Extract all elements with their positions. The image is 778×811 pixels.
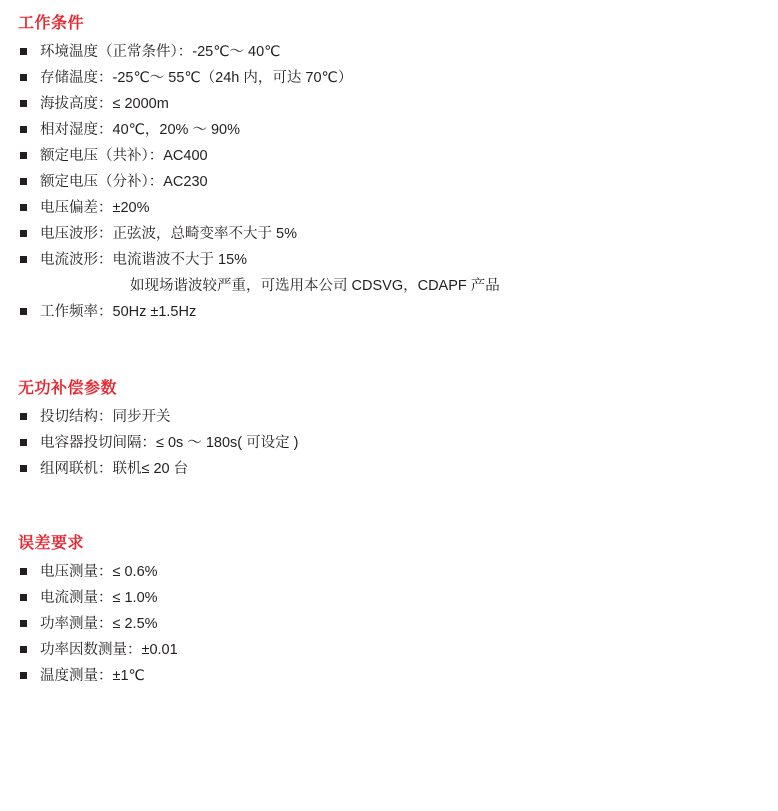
section-reactive-compensation xyxy=(0,375,778,482)
list-item-text: 投切结构：同步开关 xyxy=(40,409,171,425)
list-item xyxy=(18,65,778,91)
square-bullet-icon xyxy=(20,48,27,55)
list-item xyxy=(18,221,778,247)
list-item xyxy=(18,91,778,117)
square-bullet-icon xyxy=(20,204,27,211)
list-item-text: 环境温度（正常条件）：-25℃～ 40℃ xyxy=(40,44,281,60)
list-item-text: 电压测量：≤ 0.6% xyxy=(40,564,158,580)
list-item-text: 功率因数测量：±0.01 xyxy=(40,642,178,658)
spec-list-accuracy-requirements xyxy=(0,559,778,689)
square-bullet-icon xyxy=(20,620,27,627)
list-item-text: 海拔高度：≤ 2000m xyxy=(40,96,169,112)
list-item xyxy=(18,637,778,663)
square-bullet-icon xyxy=(20,74,27,81)
list-item xyxy=(18,143,778,169)
list-item xyxy=(18,611,778,637)
list-item-text: 电压波形：正弦波，总畸变率不大于 5% xyxy=(40,226,297,242)
list-item-text: 存储温度：-25℃～ 55℃（24h 内，可达 70℃） xyxy=(40,70,353,86)
list-item xyxy=(18,169,778,195)
list-item xyxy=(18,663,778,689)
square-bullet-icon xyxy=(20,152,27,159)
list-item xyxy=(18,195,778,221)
list-item xyxy=(18,299,778,325)
square-bullet-icon xyxy=(20,568,27,575)
section-spacer xyxy=(0,482,778,530)
list-item xyxy=(18,585,778,611)
section-accuracy-requirements xyxy=(0,530,778,689)
section-title-accuracy-requirements: 误差要求 xyxy=(18,535,85,552)
list-item xyxy=(18,247,778,299)
list-item-note: 如现场谐波较严重，可选用本公司 CDSVG，CDAPF 产品 xyxy=(130,278,500,294)
square-bullet-icon xyxy=(20,256,27,263)
spec-list-working-conditions xyxy=(0,39,778,325)
list-item xyxy=(18,430,778,456)
square-bullet-icon xyxy=(20,465,27,472)
square-bullet-icon xyxy=(20,100,27,107)
list-item xyxy=(18,39,778,65)
section-title-reactive-compensation: 无功补偿参数 xyxy=(18,380,118,397)
list-item-text: 电流波形：电流谐波不大于 15% xyxy=(40,252,248,268)
list-item-text: 相对湿度：40℃，20% ～ 90% xyxy=(40,122,241,138)
list-item xyxy=(18,404,778,430)
section-spacer xyxy=(0,325,778,375)
square-bullet-icon xyxy=(20,594,27,601)
list-item-text: 电容器投切间隔：≤ 0s ～ 180s( 可设定 ) xyxy=(40,435,299,451)
list-item-text: 组网联机：联机≤ 20 台 xyxy=(40,461,189,477)
list-item xyxy=(18,456,778,482)
list-item xyxy=(18,117,778,143)
list-item-text: 额定电压（分补）：AC230 xyxy=(40,174,208,190)
square-bullet-icon xyxy=(20,646,27,653)
square-bullet-icon xyxy=(20,439,27,446)
list-item-text: 功率测量：≤ 2.5% xyxy=(40,616,158,632)
list-item-text: 电流测量：≤ 1.0% xyxy=(40,590,158,606)
list-item-text: 电压偏差：±20% xyxy=(40,200,150,216)
square-bullet-icon xyxy=(20,178,27,185)
square-bullet-icon xyxy=(20,308,27,315)
square-bullet-icon xyxy=(20,413,27,420)
square-bullet-icon xyxy=(20,230,27,237)
list-item-text: 额定电压（共补）：AC400 xyxy=(40,148,208,164)
list-item-text: 温度测量：±1℃ xyxy=(40,668,145,684)
square-bullet-icon xyxy=(20,672,27,679)
list-item-text: 工作频率：50Hz ±1.5Hz xyxy=(40,304,197,320)
list-item xyxy=(18,559,778,585)
spec-list-reactive-compensation xyxy=(0,404,778,482)
section-working-conditions xyxy=(0,0,778,325)
section-title-working-conditions: 工作条件 xyxy=(18,15,85,32)
square-bullet-icon xyxy=(20,126,27,133)
